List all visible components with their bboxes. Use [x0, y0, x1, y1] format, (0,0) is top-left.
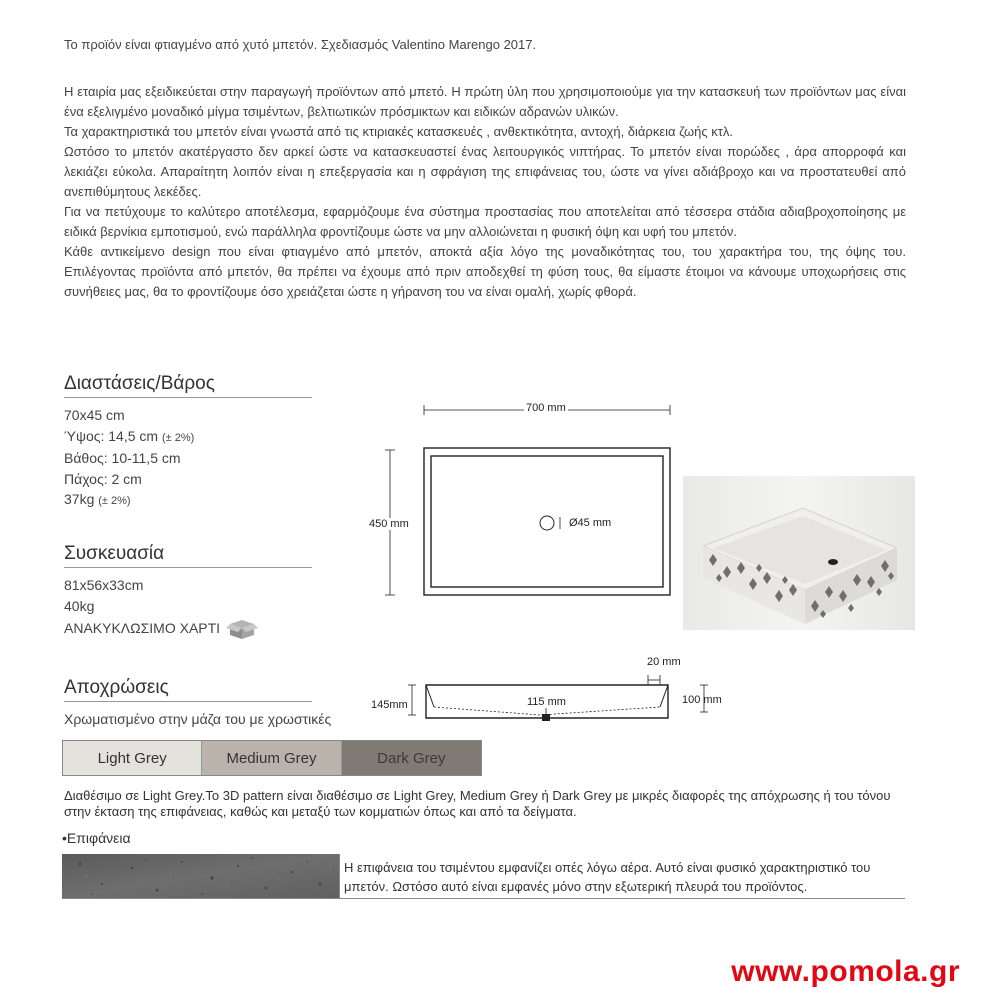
website-link[interactable]: www.pomola.gr — [731, 955, 960, 988]
depth-label: 450 mm — [369, 518, 409, 530]
inner-label: 115 mm — [527, 696, 566, 708]
box-icon — [226, 616, 258, 640]
pack-weight: 40kg — [64, 597, 95, 614]
color-swatches — [62, 740, 482, 776]
pack-material-row — [64, 616, 258, 640]
width-label: 700 mm — [526, 402, 566, 414]
swatch-light-grey[interactable]: Light Grey — [63, 741, 202, 775]
paragraph: Ωστόσο το μπετόν ακατέργαστο δεν αρκεί ώστε να κατασκευαστεί ένας λειτουργικός νιπτήρας. Το μπετόν είναι πορώδες , άρα απορροφά και λεκιάζει εύκολα. Απαραίτητη λοιπόν είναι η επεξεργασία και η σφράγιση της επιφάνειας του, ώστε να γίνει αδιάβροχο και να προστατευθεί από ανεπιθύμητους λεκέδες. — [64, 144, 906, 199]
top-view-drawing — [360, 395, 690, 605]
intro-text: Το προϊόν είναι φτιαγμένο από χυτό μπετόν. Σχεδιασμός Valentino Marengo 2017. — [64, 37, 537, 52]
description — [64, 82, 906, 302]
swatch-dark-grey[interactable]: Dark Grey — [342, 741, 481, 775]
dimensions-heading: Διαστάσεις/Βάρος — [64, 373, 312, 398]
wall-label: 20 mm — [647, 656, 681, 668]
surface-divider — [339, 854, 340, 898]
dim-height-row — [64, 426, 194, 449]
surface-heading: •Επιφάνεια — [62, 830, 131, 846]
product-photo — [683, 476, 915, 630]
packaging-heading: Συσκευασία — [64, 543, 312, 568]
surface-text: Η επιφάνεια του τσιμέντου εμφανίζει οπές λόγω αέρα. Αυτό είναι φυσικό χαρακτηριστικό του μπετόν. Ωστόσο αυτό είναι εμφανές μόνο στην εξωτερική πλευρά του προϊόντος. — [344, 860, 871, 894]
dim-size: 70x45 cm — [64, 407, 125, 423]
height-label: 145mm — [371, 699, 408, 711]
dim-weight: 37kg — [64, 491, 95, 507]
packaging-specs — [64, 575, 258, 640]
dim-weight-tolerance: (± 2%) — [98, 495, 131, 507]
drain-label: Ø45 mm — [569, 517, 612, 529]
dim-depth: Βάθος: 10-11,5 cm — [64, 450, 181, 466]
concrete-texture — [62, 854, 340, 898]
dim-weight-row — [64, 489, 194, 512]
paragraph: Τα χαρακτηριστικά του μπετόν είναι γνωστά από τις κτιριακές κατασκευές , ανθεκτικότητα, αντοχή, διάρκεια ζωής κτλ. — [64, 124, 734, 139]
availability-text: Διαθέσιμο σε Light Grey.Το 3D pattern είναι διαθέσιμο σε Light Grey, Medium Grey ή Dark Grey με μικρές διαφορές της απόχρωσης ή του τόνου στην έκταση της επιφάνειας, καθώς και μεταξύ των κομματιών όπως και από τα δείγματα. — [64, 788, 891, 819]
paragraph: Για να πετύχουμε το καλύτερο αποτέλεσμα, εφαρμόζουμε ένα σύστημα προστασίας που αποτελείται από τέσσερα στάδια αδιαβροχοποίησης με ειδικά βερνίκια εμποτισμού, ενώ παράλληλα φροντίζουμε ώστε να μην αλλοιώνεται η φυσική όψη και υφή του μπετόν. — [64, 204, 906, 239]
paragraph: Κάθε αντικείμενο design που είναι φτιαγμένο από μπετόν, αποκτά αξία λόγο της μοναδικότητας του, του χαρακτήρα του, της όψης του. Επιλέγοντας προϊόντα από μπετόν, θα πρέπει να έχουμε από πριν αποδεχθεί τη φύση τους, θα είμαστε έτοιμοι να κάνουμε υποχωρήσεις στις συνήθειες μας, θα το φροντίζουμε όσο χρειάζεται ώστε η γήρανση του να είναι ομαλή, χωρίς φθορά. — [64, 244, 906, 299]
paragraph: Η εταιρία μας εξειδικεύεται στην παραγωγή προϊόντων από μπετό. Η πρώτη ύλη που χρησιμοποιούμε για την κατασκευή των προϊόντων μας είναι ένα εξελιγμένο μοναδικό μίγμα τσιμέντων, βελτιωτικών πρόσμικτων και ειδικών αδρανών υλικών. — [64, 84, 906, 119]
dim-height-tolerance: (± 2%) — [161, 431, 195, 444]
swatch-medium-grey[interactable]: Medium Grey — [202, 741, 341, 775]
dimensions-specs — [64, 405, 194, 512]
dim-height: Ύψος: 14,5 cm — [64, 427, 159, 444]
pack-material: ΑΝΑΚΥΚΛΩΣΙΜΟ ΧΑΡΤΙ — [64, 619, 221, 636]
dim-thickness: Πάχος: 2 cm — [64, 470, 142, 487]
colors-subtitle: Χρωματισμένο στην μάζα του με χρωστικές — [64, 711, 332, 727]
inner-depth-label: 100 mm — [682, 694, 722, 706]
pack-size: 81x56x33cm — [64, 577, 144, 593]
colors-heading: Αποχρώσεις — [64, 677, 312, 702]
